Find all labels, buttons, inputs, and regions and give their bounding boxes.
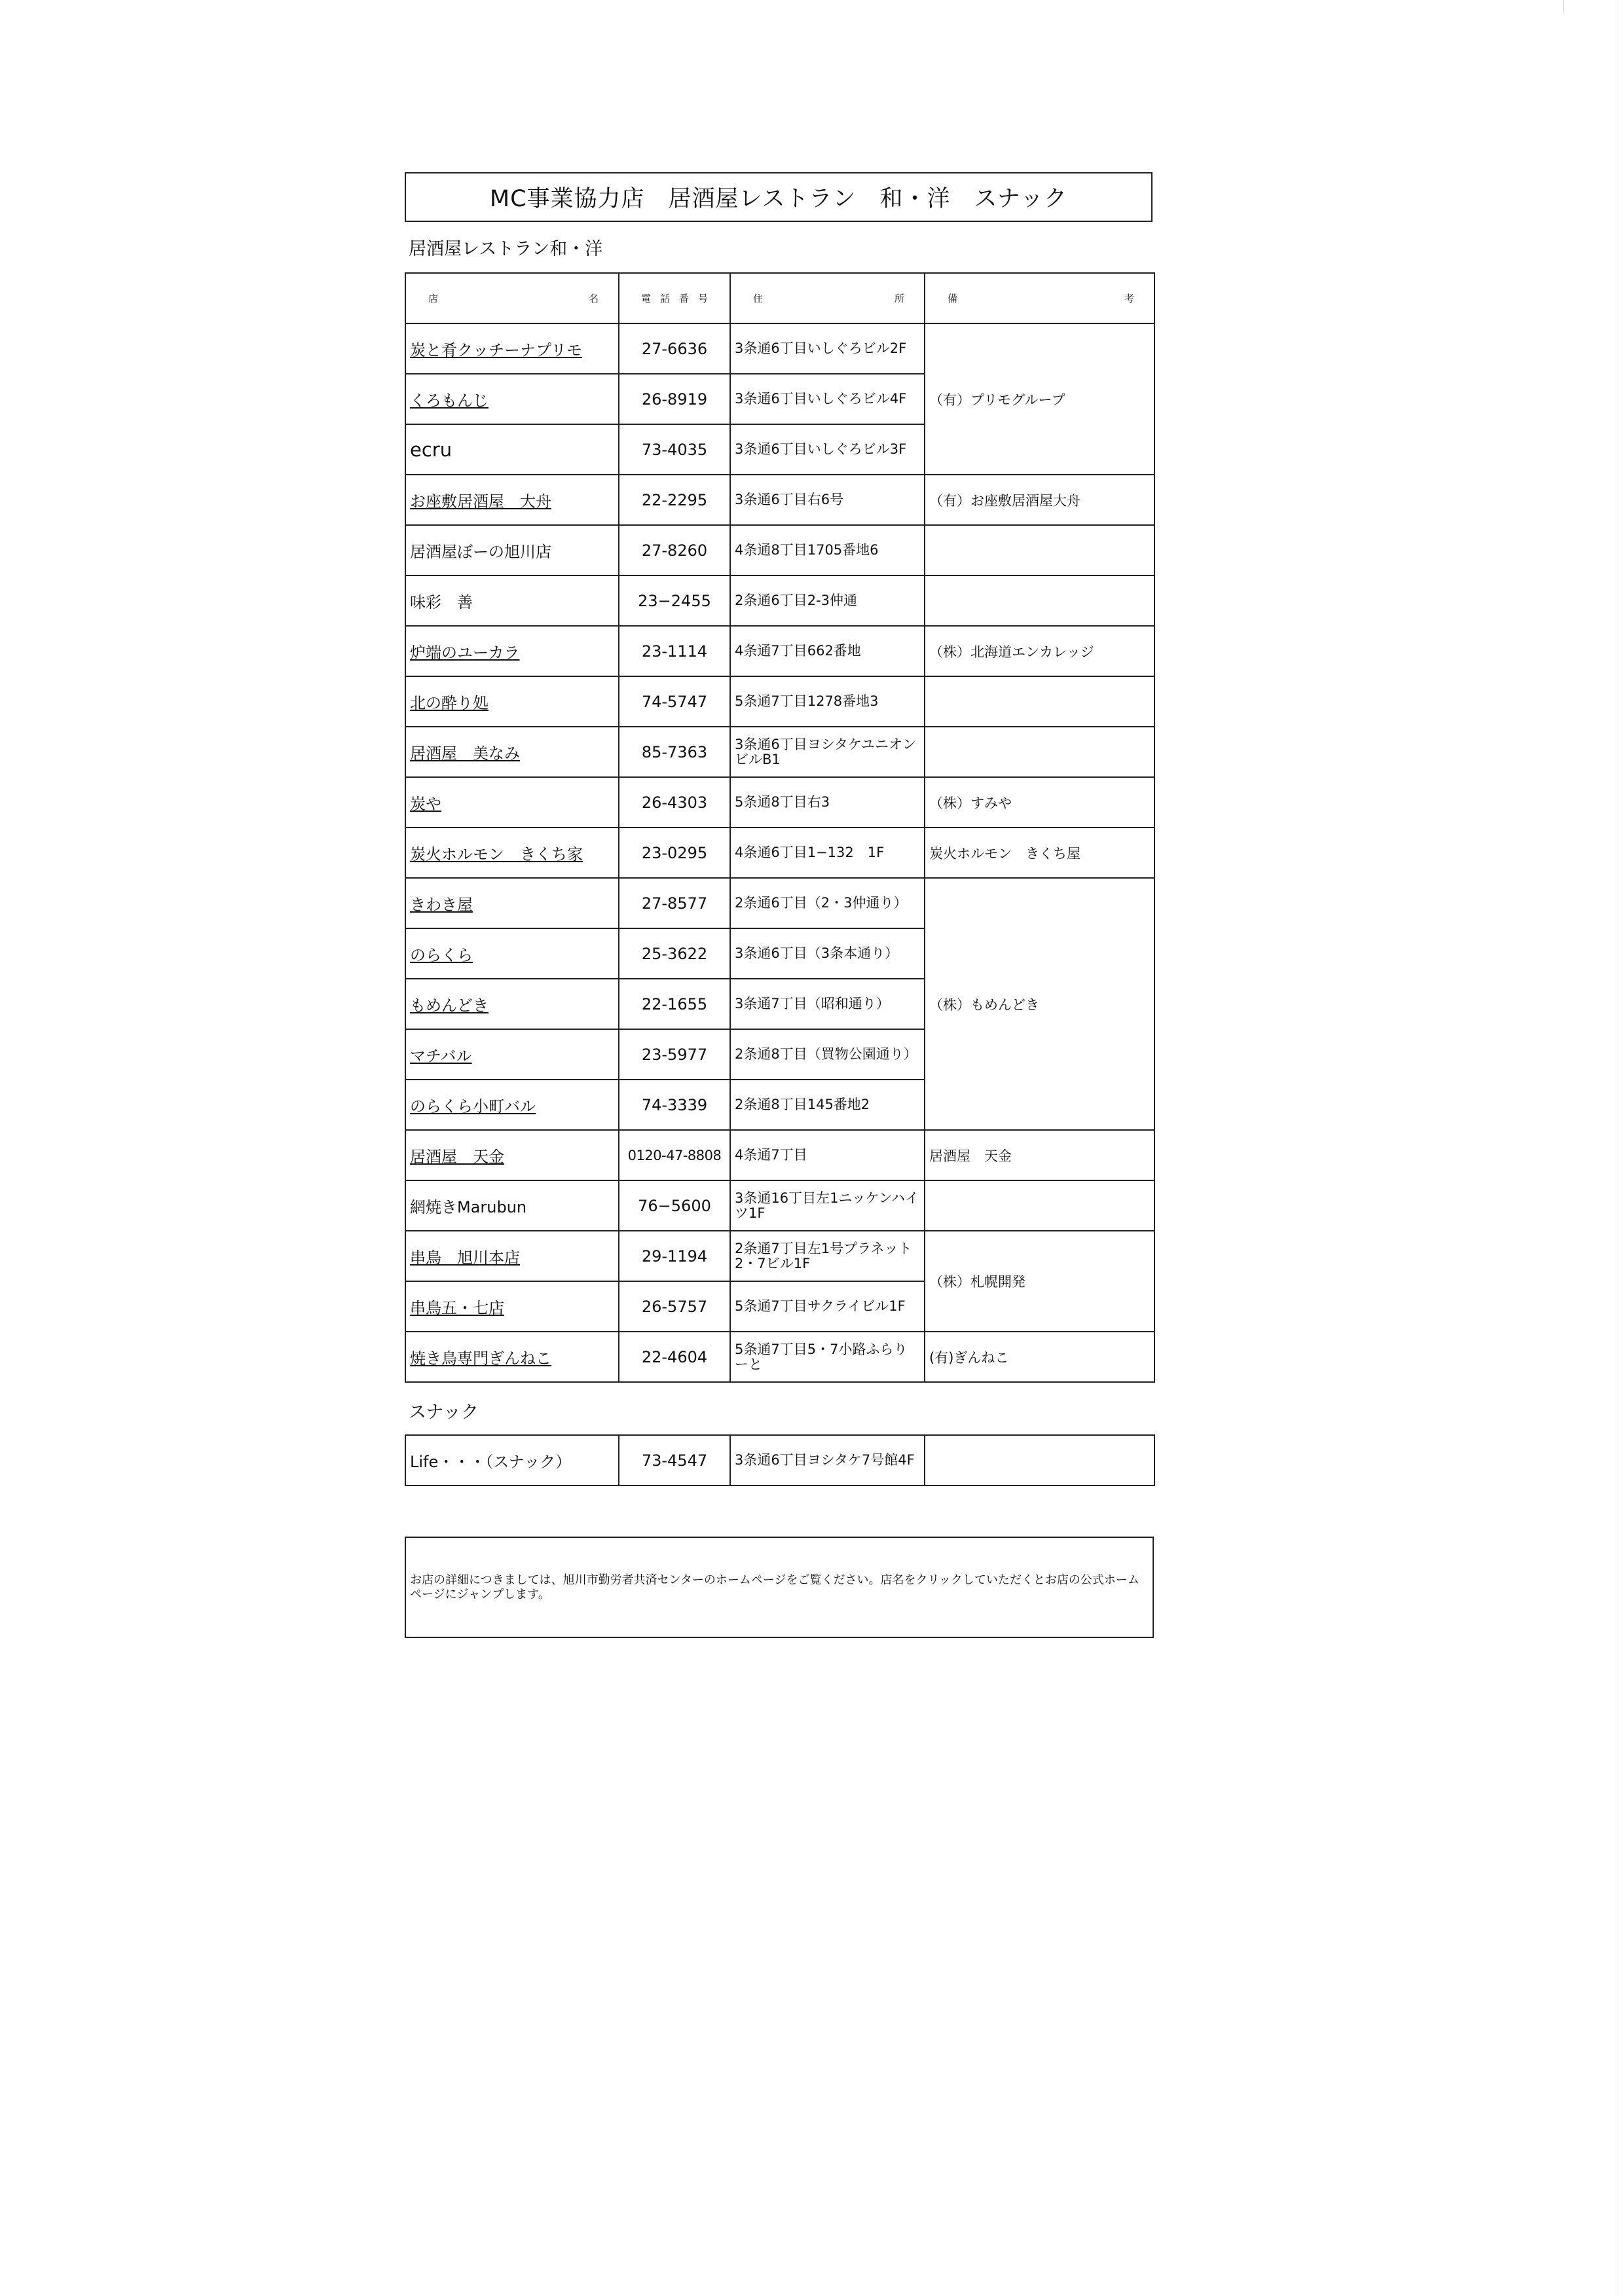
header-tel: 電 話 番 号 (619, 273, 730, 323)
shop-name-link[interactable]: 居酒屋 天金 (405, 1130, 619, 1180)
shop-note (925, 676, 1154, 727)
shop-note: （有）お座敷居酒屋大舟 (925, 475, 1154, 525)
shop-address: 4条通6丁目1−132 1F (730, 828, 925, 878)
table-row (405, 1435, 1154, 1485)
shop-note (925, 575, 1154, 626)
section-label-restaurant: 居酒屋レストラン和・洋 (409, 239, 603, 259)
table-row (405, 1231, 1154, 1281)
shop-address: 3条通6丁目いしぐろビル2F (730, 323, 925, 374)
shop-tel: 25-3622 (619, 928, 730, 979)
shop-tel: 0120-47-8808 (619, 1130, 730, 1180)
header-name: 店 名 (405, 273, 619, 323)
shop-note: （有）プリモグループ (925, 323, 1154, 475)
shop-name-link[interactable]: 炉端のユーカラ (405, 626, 619, 676)
shop-tel: 26-4303 (619, 777, 730, 828)
shop-name-link[interactable]: もめんどき (405, 979, 619, 1029)
shop-tel: 76−5600 (619, 1180, 730, 1231)
shop-address: 5条通7丁目1278番地3 (730, 676, 925, 727)
shop-note (925, 727, 1154, 777)
shop-note (925, 525, 1154, 575)
shop-name: ecru (405, 424, 619, 475)
shop-address: 2条通8丁目145番地2 (730, 1080, 925, 1130)
shop-note: 居酒屋 天金 (925, 1130, 1154, 1180)
header-notes: 備 考 (925, 273, 1154, 323)
shop-address: 4条通7丁目 (730, 1130, 925, 1180)
shop-name: 味彩 善 (405, 575, 619, 626)
shop-address: 2条通7丁目左1号プラネット2・7ビル1F (730, 1231, 925, 1281)
shop-name-link[interactable]: 串鳥五・七店 (405, 1281, 619, 1332)
scan-edge-mark (1563, 0, 1564, 13)
header-address: 住 所 (730, 273, 925, 323)
shop-tel: 27-6636 (619, 323, 730, 374)
table-row (405, 777, 1154, 828)
shop-tel: 27-8260 (619, 525, 730, 575)
shop-tel: 22-1655 (619, 979, 730, 1029)
shop-name: 居酒屋ぼーの旭川店 (405, 525, 619, 575)
shop-address: 4条通7丁目662番地 (730, 626, 925, 676)
table-row (405, 828, 1154, 878)
shop-name-link[interactable]: のらくら小町バル (405, 1080, 619, 1130)
shop-tel: 73-4035 (619, 424, 730, 475)
shop-tel: 23−2455 (619, 575, 730, 626)
shop-tel: 29-1194 (619, 1231, 730, 1281)
shop-note: 炭火ホルモン きくち屋 (925, 828, 1154, 878)
shop-address: 5条通8丁目右3 (730, 777, 925, 828)
shop-note (925, 1435, 1154, 1485)
shop-address: 3条通6丁目ヨシタケユニオンビルB1 (730, 727, 925, 777)
shop-note: （株）すみや (925, 777, 1154, 828)
shop-address: 2条通8丁目（買物公園通り） (730, 1029, 925, 1080)
shop-name-link[interactable]: マチバル (405, 1029, 619, 1080)
shop-note: （株）北海道エンカレッジ (925, 626, 1154, 676)
shop-tel: 74-3339 (619, 1080, 730, 1130)
shop-name-link[interactable]: 焼き鳥専門ぎんねこ (405, 1332, 619, 1382)
shop-address: 3条通6丁目いしぐろビル3F (730, 424, 925, 475)
shop-name-link[interactable]: 串鳥 旭川本店 (405, 1231, 619, 1281)
shop-tel: 23-5977 (619, 1029, 730, 1080)
shop-tel: 74-5747 (619, 676, 730, 727)
shop-name-link[interactable]: 炭や (405, 777, 619, 828)
shop-name-link[interactable]: 炭火ホルモン きくち家 (405, 828, 619, 878)
document-title: MC事業協力店 居酒屋レストラン 和・洋 スナック (405, 172, 1153, 222)
shop-address: 3条通6丁目ヨシタケ7号館4F (730, 1435, 925, 1485)
table-row (405, 727, 1154, 777)
table-row (405, 878, 1154, 928)
shop-name-link[interactable]: 炭と肴クッチーナプリモ (405, 323, 619, 374)
shop-address: 5条通7丁目サクライビル1F (730, 1281, 925, 1332)
notice-box (405, 1537, 1154, 1638)
shop-address: 3条通6丁目右6号 (730, 475, 925, 525)
shop-address: 2条通6丁目（2・3仲通り） (730, 878, 925, 928)
table-row (405, 323, 1154, 374)
table-header-row (405, 273, 1154, 323)
shop-name-link[interactable]: 居酒屋 美なみ (405, 727, 619, 777)
table-row (405, 676, 1154, 727)
shop-tel: 22-2295 (619, 475, 730, 525)
shop-note: （株）札幌開発 (925, 1231, 1154, 1332)
shop-name-link[interactable]: くろもんじ (405, 374, 619, 424)
shop-name-link[interactable]: 北の酔り処 (405, 676, 619, 727)
shop-tel: 73-4547 (619, 1435, 730, 1485)
table-row (405, 525, 1154, 575)
shop-tel: 85-7363 (619, 727, 730, 777)
shop-name-link[interactable]: のらくら (405, 928, 619, 979)
table-row (405, 575, 1154, 626)
shop-name: 網焼きMarubun (405, 1180, 619, 1231)
shop-tel: 26-8919 (619, 374, 730, 424)
table-row (405, 1130, 1154, 1180)
table-row (405, 1332, 1154, 1382)
snack-table (405, 1434, 1155, 1486)
shop-address: 3条通7丁目（昭和通り） (730, 979, 925, 1029)
shop-note: (有)ぎんねこ (925, 1332, 1154, 1382)
section-label-snack: スナック (409, 1402, 479, 1423)
shop-address: 3条通16丁目左1ニッケンハイツ1F (730, 1180, 925, 1231)
shop-tel: 23-1114 (619, 626, 730, 676)
notice-text: お店の詳細につきましては、旭川市勤労者共済センターのホームページをご覧ください。店名をクリックしていただくとお店の公式ホームページにジャンプします。 (410, 1573, 1139, 1601)
shop-name-link[interactable]: お座敷居酒屋 大舟 (405, 475, 619, 525)
shop-address: 2条通6丁目2-3仲通 (730, 575, 925, 626)
restaurant-table (405, 272, 1155, 1383)
shop-name: Life・・・（スナック） (405, 1435, 619, 1485)
shop-address: 4条通8丁目1705番地6 (730, 525, 925, 575)
shop-tel: 22-4604 (619, 1332, 730, 1382)
shop-tel: 26-5757 (619, 1281, 730, 1332)
shop-tel: 27-8577 (619, 878, 730, 928)
shop-address: 3条通6丁目いしぐろビル4F (730, 374, 925, 424)
shop-name-link[interactable]: きわき屋 (405, 878, 619, 928)
table-row (405, 626, 1154, 676)
shop-note: （株）もめんどき (925, 878, 1154, 1130)
table-row (405, 1180, 1154, 1231)
table-row (405, 475, 1154, 525)
shop-note (925, 1180, 1154, 1231)
shop-address: 3条通6丁目（3条本通り） (730, 928, 925, 979)
shop-tel: 23-0295 (619, 828, 730, 878)
shop-address: 5条通7丁目5・7小路ふらりーと (730, 1332, 925, 1382)
